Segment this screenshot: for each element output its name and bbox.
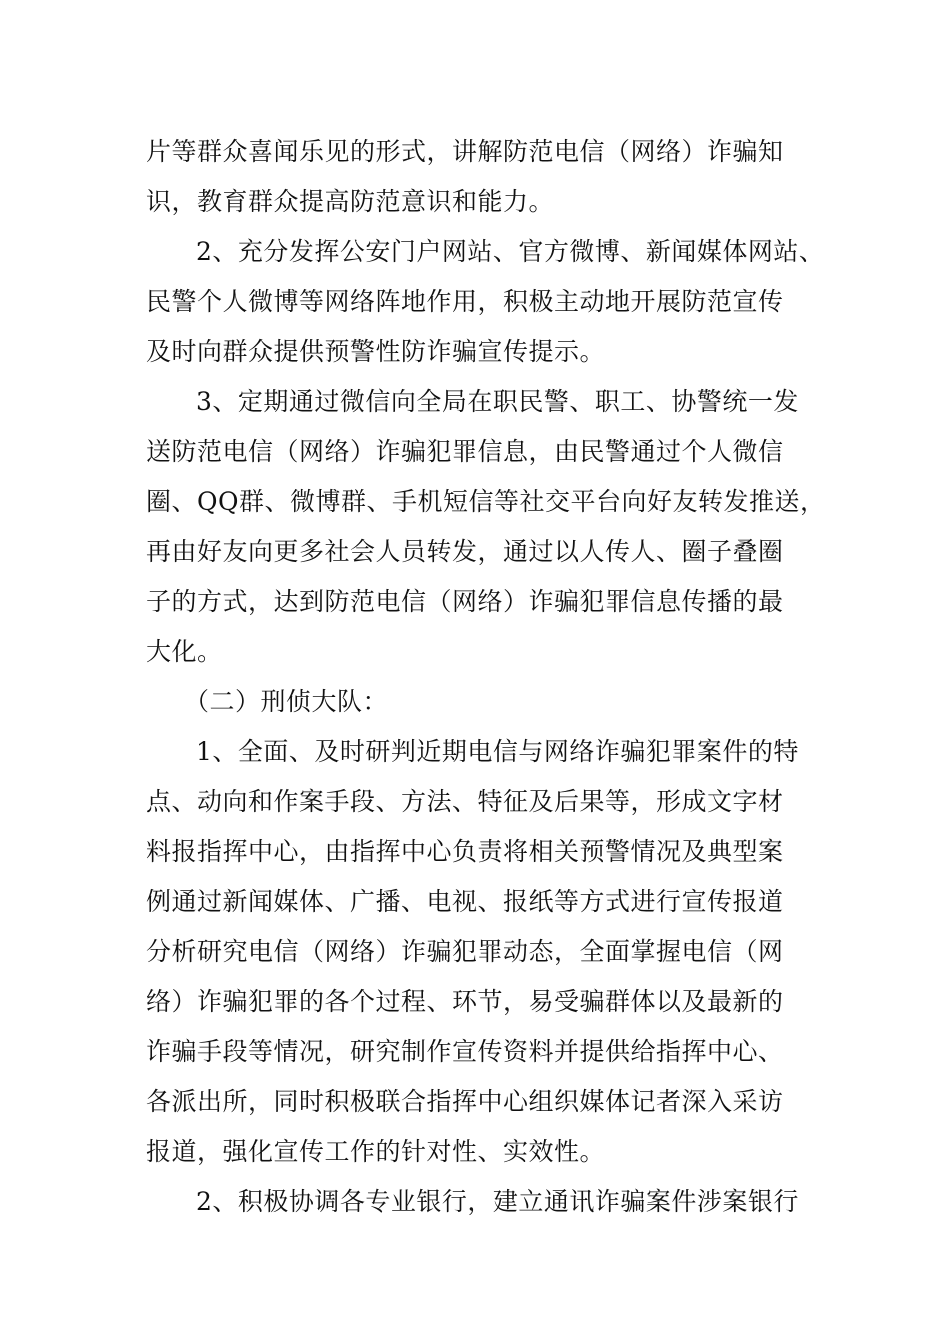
text-line: 例通过新闻媒体、广播、电视、报纸等方式进行宣传报道	[146, 887, 784, 916]
text-line: 送防范电信（网络）诈骗犯罪信息，由民警通过个人微信	[146, 437, 784, 466]
text-line: 片等群众喜闻乐见的形式，讲解防范电信（网络）诈骗知	[146, 137, 784, 166]
text-line: 及时向群众提供预警性防诈骗宣传提示。	[146, 337, 606, 366]
text-line: 报道，强化宣传工作的针对性、实效性。	[146, 1137, 606, 1166]
text-line: 分析研究电信（网络）诈骗犯罪动态，全面掌握电信（网	[146, 937, 784, 966]
text-line: 1、全面、及时研判近期电信与网络诈骗犯罪案件的特	[196, 737, 799, 766]
text-line: 2、充分发挥公安门户网站、官方微博、新闻媒体网站、	[196, 237, 825, 266]
text-line: 料报指挥中心，由指挥中心负责将相关预警情况及典型案	[146, 837, 784, 866]
text-line: 诈骗手段等情况，研究制作宣传资料并提供给指挥中心、	[146, 1037, 784, 1066]
text-line: 2、积极协调各专业银行，建立通讯诈骗案件涉案银行	[196, 1187, 799, 1216]
text-line: 民警个人微博等网络阵地作用，积极主动地开展防范宣传	[146, 287, 784, 316]
text-line: 圈、QQ群、微博群、手机短信等社交平台向好友转发推送，	[146, 487, 826, 516]
text-line: 点、动向和作案手段、方法、特征及后果等，形成文字材	[146, 787, 784, 816]
text-line: 络）诈骗犯罪的各个过程、环节，易受骗群体以及最新的	[146, 987, 784, 1016]
text-line: 各派出所，同时积极联合指挥中心组织媒体记者深入采访	[146, 1087, 784, 1116]
text-line: 子的方式，达到防范电信（网络）诈骗犯罪信息传播的最	[146, 587, 784, 616]
text-line: 3、定期通过微信向全局在职民警、职工、协警统一发	[196, 387, 799, 416]
text-line: 识，教育群众提高防范意识和能力。	[146, 187, 555, 216]
text-line: 再由好友向更多社会人员转发，通过以人传人、圈子叠圈	[146, 537, 784, 566]
section-heading: （二）刑侦大队：	[184, 687, 389, 716]
text-line: 大化。	[146, 637, 223, 666]
